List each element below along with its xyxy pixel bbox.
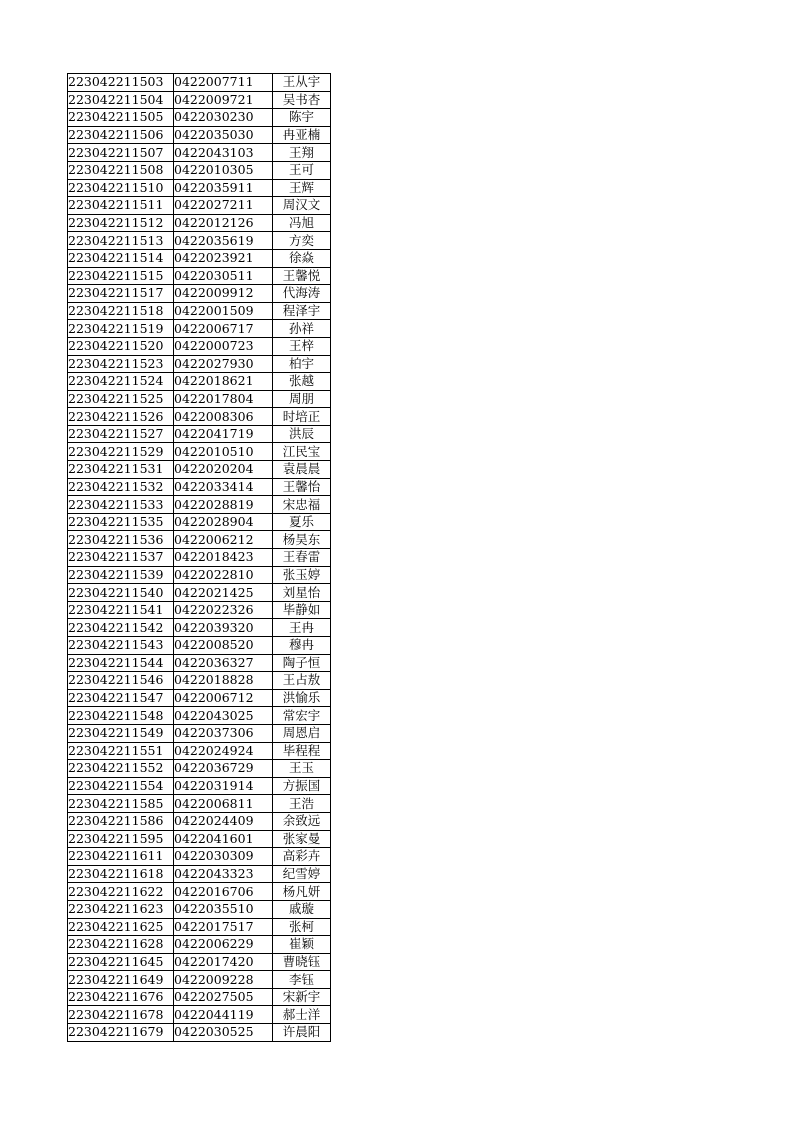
student-name-cell: 常宏宇 (273, 707, 331, 725)
student-name-cell: 程泽宇 (273, 302, 331, 320)
exam-number-cell: 223042211544 (68, 654, 174, 672)
student-id-cell: 0422036327 (174, 654, 273, 672)
roster-sheet (67, 73, 331, 1042)
exam-number-cell: 223042211628 (68, 936, 174, 954)
exam-number-cell: 223042211551 (68, 742, 174, 760)
student-name-cell: 毕静如 (273, 601, 331, 619)
student-name-cell: 王翔 (273, 144, 331, 162)
student-name-cell: 王占敖 (273, 672, 331, 690)
exam-number-cell: 223042211515 (68, 267, 174, 285)
student-name-cell: 张家曼 (273, 830, 331, 848)
student-name-cell: 纪雪婷 (273, 865, 331, 883)
student-id-cell: 0422006712 (174, 689, 273, 707)
exam-number-cell: 223042211524 (68, 373, 174, 391)
table-row (68, 1006, 331, 1024)
student-name-cell: 张越 (273, 373, 331, 391)
student-name-cell: 刘星怡 (273, 584, 331, 602)
exam-number-cell: 223042211678 (68, 1006, 174, 1024)
exam-number-cell: 223042211504 (68, 91, 174, 109)
student-name-cell: 王馨悦 (273, 267, 331, 285)
table-row (68, 161, 331, 179)
exam-number-cell: 223042211519 (68, 320, 174, 338)
student-name-cell: 柏宇 (273, 355, 331, 373)
student-id-cell: 0422030230 (174, 109, 273, 127)
table-row (68, 496, 331, 514)
exam-number-cell: 223042211549 (68, 724, 174, 742)
table-row (68, 865, 331, 883)
student-id-cell: 0422017804 (174, 390, 273, 408)
exam-number-cell: 223042211539 (68, 566, 174, 584)
table-row (68, 126, 331, 144)
student-name-cell: 周汉文 (273, 197, 331, 215)
table-row (68, 197, 331, 215)
table-row (68, 74, 331, 92)
student-id-cell: 0422041719 (174, 425, 273, 443)
student-id-cell: 0422010510 (174, 443, 273, 461)
roster-table (67, 73, 331, 1042)
exam-number-cell: 223042211512 (68, 214, 174, 232)
student-name-cell: 崔颖 (273, 936, 331, 954)
student-name-cell: 王辉 (273, 179, 331, 197)
student-name-cell: 王浩 (273, 795, 331, 813)
student-name-cell: 穆冉 (273, 637, 331, 655)
table-row (68, 408, 331, 426)
student-name-cell: 冯旭 (273, 214, 331, 232)
student-name-cell: 宋忠福 (273, 496, 331, 514)
student-name-cell: 周恩启 (273, 724, 331, 742)
table-row (68, 953, 331, 971)
student-id-cell: 0422018621 (174, 373, 273, 391)
student-name-cell: 夏乐 (273, 513, 331, 531)
exam-number-cell: 223042211546 (68, 672, 174, 690)
table-row (68, 830, 331, 848)
student-id-cell: 0422001509 (174, 302, 273, 320)
student-name-cell: 戚璇 (273, 900, 331, 918)
exam-number-cell: 223042211540 (68, 584, 174, 602)
exam-number-cell: 223042211611 (68, 848, 174, 866)
exam-number-cell: 223042211510 (68, 179, 174, 197)
student-id-cell: 0422035619 (174, 232, 273, 250)
exam-number-cell: 223042211585 (68, 795, 174, 813)
exam-number-cell: 223042211547 (68, 689, 174, 707)
student-id-cell: 0422030525 (174, 1024, 273, 1042)
student-id-cell: 0422006717 (174, 320, 273, 338)
table-row (68, 91, 331, 109)
student-id-cell: 0422039320 (174, 619, 273, 637)
student-name-cell: 王梓 (273, 337, 331, 355)
table-row (68, 249, 331, 267)
exam-number-cell: 223042211676 (68, 988, 174, 1006)
table-row (68, 689, 331, 707)
exam-number-cell: 223042211529 (68, 443, 174, 461)
exam-number-cell: 223042211535 (68, 513, 174, 531)
table-row (68, 584, 331, 602)
student-id-cell: 0422008520 (174, 637, 273, 655)
student-id-cell: 0422035911 (174, 179, 273, 197)
student-id-cell: 0422031914 (174, 777, 273, 795)
exam-number-cell: 223042211527 (68, 425, 174, 443)
exam-number-cell: 223042211595 (68, 830, 174, 848)
table-row (68, 373, 331, 391)
table-row (68, 883, 331, 901)
student-name-cell: 郝士洋 (273, 1006, 331, 1024)
student-id-cell: 0422043323 (174, 865, 273, 883)
student-id-cell: 0422035510 (174, 900, 273, 918)
student-id-cell: 0422033414 (174, 478, 273, 496)
student-id-cell: 0422016706 (174, 883, 273, 901)
exam-number-cell: 223042211511 (68, 197, 174, 215)
student-name-cell: 陶子恒 (273, 654, 331, 672)
exam-number-cell: 223042211525 (68, 390, 174, 408)
exam-number-cell: 223042211543 (68, 637, 174, 655)
student-id-cell: 0422030309 (174, 848, 273, 866)
table-row (68, 1024, 331, 1042)
student-name-cell: 王可 (273, 161, 331, 179)
exam-number-cell: 223042211586 (68, 812, 174, 830)
table-row (68, 707, 331, 725)
student-name-cell: 毕程程 (273, 742, 331, 760)
student-name-cell: 李钰 (273, 971, 331, 989)
student-name-cell: 王从宇 (273, 74, 331, 92)
student-name-cell: 江民宝 (273, 443, 331, 461)
student-id-cell: 0422021425 (174, 584, 273, 602)
student-name-cell: 代海涛 (273, 285, 331, 303)
exam-number-cell: 223042211541 (68, 601, 174, 619)
student-name-cell: 洪辰 (273, 425, 331, 443)
table-row (68, 601, 331, 619)
student-name-cell: 张柯 (273, 918, 331, 936)
exam-number-cell: 223042211503 (68, 74, 174, 92)
exam-number-cell: 223042211622 (68, 883, 174, 901)
table-row (68, 390, 331, 408)
table-row (68, 285, 331, 303)
student-name-cell: 吴书杏 (273, 91, 331, 109)
student-id-cell: 0422043103 (174, 144, 273, 162)
table-row (68, 988, 331, 1006)
student-id-cell: 0422006212 (174, 531, 273, 549)
exam-number-cell: 223042211532 (68, 478, 174, 496)
exam-number-cell: 223042211618 (68, 865, 174, 883)
student-id-cell: 0422017517 (174, 918, 273, 936)
exam-number-cell: 223042211536 (68, 531, 174, 549)
student-name-cell: 高彩卉 (273, 848, 331, 866)
exam-number-cell: 223042211623 (68, 900, 174, 918)
table-row (68, 232, 331, 250)
table-row (68, 777, 331, 795)
table-row (68, 443, 331, 461)
student-id-cell: 0422027211 (174, 197, 273, 215)
table-row (68, 760, 331, 778)
exam-number-cell: 223042211531 (68, 461, 174, 479)
table-row (68, 267, 331, 285)
student-name-cell: 杨凡妍 (273, 883, 331, 901)
exam-number-cell: 223042211513 (68, 232, 174, 250)
student-id-cell: 0422006229 (174, 936, 273, 954)
table-row (68, 109, 331, 127)
table-row (68, 179, 331, 197)
student-id-cell: 0422012126 (174, 214, 273, 232)
exam-number-cell: 223042211518 (68, 302, 174, 320)
student-id-cell: 0422022810 (174, 566, 273, 584)
exam-number-cell: 223042211537 (68, 549, 174, 567)
table-row (68, 461, 331, 479)
table-row (68, 302, 331, 320)
table-row (68, 566, 331, 584)
exam-number-cell: 223042211506 (68, 126, 174, 144)
exam-number-cell: 223042211533 (68, 496, 174, 514)
student-name-cell: 张玉婷 (273, 566, 331, 584)
student-name-cell: 冉亚楠 (273, 126, 331, 144)
exam-number-cell: 223042211645 (68, 953, 174, 971)
roster-table-body (68, 74, 331, 1042)
student-id-cell: 0422043025 (174, 707, 273, 725)
student-id-cell: 0422020204 (174, 461, 273, 479)
student-name-cell: 陈宇 (273, 109, 331, 127)
exam-number-cell: 223042211505 (68, 109, 174, 127)
student-id-cell: 0422037306 (174, 724, 273, 742)
exam-number-cell: 223042211625 (68, 918, 174, 936)
exam-number-cell: 223042211552 (68, 760, 174, 778)
table-row (68, 549, 331, 567)
exam-number-cell: 223042211679 (68, 1024, 174, 1042)
student-name-cell: 王馨怡 (273, 478, 331, 496)
student-name-cell: 徐焱 (273, 249, 331, 267)
table-row (68, 337, 331, 355)
student-name-cell: 周朋 (273, 390, 331, 408)
student-id-cell: 0422023921 (174, 249, 273, 267)
table-row (68, 795, 331, 813)
table-row (68, 619, 331, 637)
exam-number-cell: 223042211542 (68, 619, 174, 637)
student-id-cell: 0422036729 (174, 760, 273, 778)
student-id-cell: 0422028819 (174, 496, 273, 514)
student-id-cell: 0422041601 (174, 830, 273, 848)
table-row (68, 637, 331, 655)
table-row (68, 672, 331, 690)
table-row (68, 513, 331, 531)
table-row (68, 812, 331, 830)
table-row (68, 971, 331, 989)
table-row (68, 355, 331, 373)
student-id-cell: 0422030511 (174, 267, 273, 285)
student-id-cell: 0422007711 (174, 74, 273, 92)
student-id-cell: 0422000723 (174, 337, 273, 355)
exam-number-cell: 223042211508 (68, 161, 174, 179)
student-id-cell: 0422008306 (174, 408, 273, 426)
table-row (68, 900, 331, 918)
exam-number-cell: 223042211554 (68, 777, 174, 795)
exam-number-cell: 223042211520 (68, 337, 174, 355)
student-name-cell: 方奕 (273, 232, 331, 250)
exam-number-cell: 223042211517 (68, 285, 174, 303)
student-id-cell: 0422024924 (174, 742, 273, 760)
student-id-cell: 0422022326 (174, 601, 273, 619)
exam-number-cell: 223042211507 (68, 144, 174, 162)
student-name-cell: 王玉 (273, 760, 331, 778)
exam-number-cell: 223042211649 (68, 971, 174, 989)
student-id-cell: 0422027505 (174, 988, 273, 1006)
student-id-cell: 0422009912 (174, 285, 273, 303)
table-row (68, 918, 331, 936)
student-id-cell: 0422017420 (174, 953, 273, 971)
student-name-cell: 孙祥 (273, 320, 331, 338)
student-name-cell: 王冉 (273, 619, 331, 637)
table-row (68, 742, 331, 760)
table-row (68, 478, 331, 496)
table-row (68, 654, 331, 672)
table-row (68, 425, 331, 443)
table-row (68, 724, 331, 742)
table-row (68, 320, 331, 338)
student-name-cell: 余致远 (273, 812, 331, 830)
student-name-cell: 许晨阳 (273, 1024, 331, 1042)
student-id-cell: 0422035030 (174, 126, 273, 144)
student-id-cell: 0422044119 (174, 1006, 273, 1024)
table-row (68, 848, 331, 866)
student-id-cell: 0422006811 (174, 795, 273, 813)
student-name-cell: 时培正 (273, 408, 331, 426)
student-id-cell: 0422024409 (174, 812, 273, 830)
table-row (68, 936, 331, 954)
student-id-cell: 0422009228 (174, 971, 273, 989)
student-id-cell: 0422028904 (174, 513, 273, 531)
student-id-cell: 0422018828 (174, 672, 273, 690)
student-name-cell: 洪愉乐 (273, 689, 331, 707)
student-name-cell: 王春雷 (273, 549, 331, 567)
exam-number-cell: 223042211523 (68, 355, 174, 373)
student-id-cell: 0422018423 (174, 549, 273, 567)
table-row (68, 531, 331, 549)
student-name-cell: 曹晓钰 (273, 953, 331, 971)
student-name-cell: 方振国 (273, 777, 331, 795)
student-id-cell: 0422009721 (174, 91, 273, 109)
student-name-cell: 杨昊东 (273, 531, 331, 549)
table-row (68, 214, 331, 232)
table-row (68, 144, 331, 162)
exam-number-cell: 223042211526 (68, 408, 174, 426)
exam-number-cell: 223042211548 (68, 707, 174, 725)
student-id-cell: 0422010305 (174, 161, 273, 179)
exam-number-cell: 223042211514 (68, 249, 174, 267)
student-name-cell: 宋新宇 (273, 988, 331, 1006)
student-id-cell: 0422027930 (174, 355, 273, 373)
student-name-cell: 袁晨晨 (273, 461, 331, 479)
